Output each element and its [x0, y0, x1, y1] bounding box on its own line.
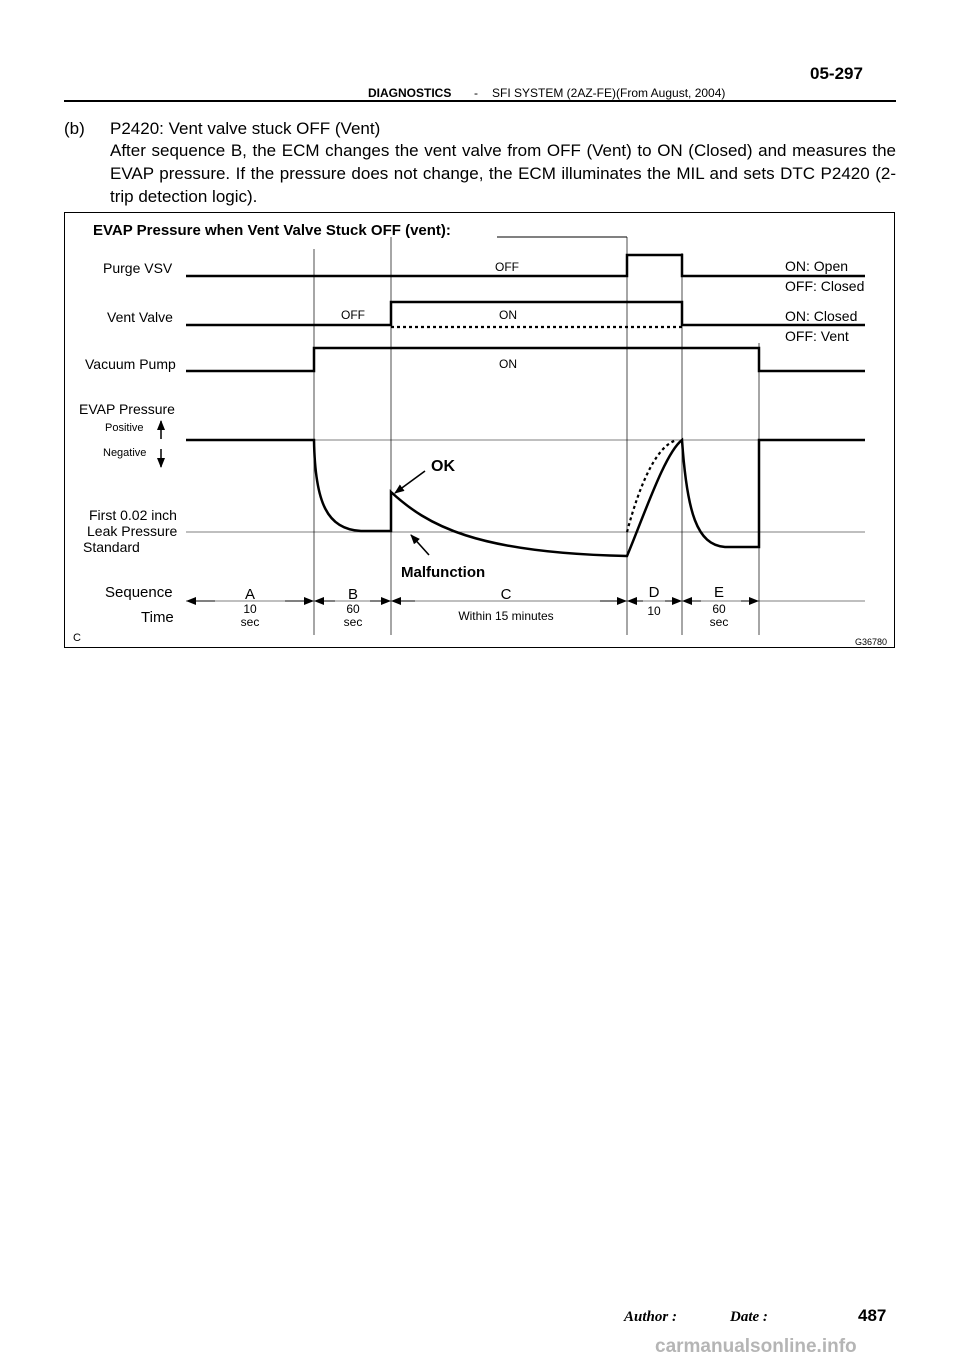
- evap-pressure-dashed-rise: [627, 440, 677, 532]
- vent-off-label: OFF: [341, 308, 365, 322]
- footer-date-label: Date :: [730, 1309, 768, 1325]
- vent-valve-signal: [186, 302, 865, 325]
- legend-vent-off: OFF: Vent: [785, 328, 849, 344]
- header-separator: -: [474, 86, 478, 100]
- sequence-a-letter: A: [244, 586, 256, 603]
- leak-label-line3: Standard: [83, 539, 140, 555]
- legend-purge-on: ON: Open: [785, 258, 849, 274]
- label-negative: Negative: [103, 447, 147, 459]
- row-label-time: Time: [141, 609, 174, 626]
- pump-on-label: ON: [499, 357, 517, 371]
- ok-arrow: [395, 471, 425, 493]
- malfunction-arrow: [411, 535, 429, 555]
- corner-code: C: [73, 632, 81, 644]
- label-positive: Positive: [105, 422, 144, 434]
- sequence-b-unit: sec: [343, 615, 363, 629]
- sequence-dividers: [314, 237, 759, 635]
- figure-title: EVAP Pressure when Vent Valve Stuck OFF (vent):: [93, 222, 451, 239]
- legend-vent-on: ON: Closed: [785, 308, 858, 324]
- vacuum-pump-signal: [186, 348, 865, 371]
- sequence-b-letter: B: [347, 586, 359, 603]
- timing-diagram-svg: [65, 213, 896, 649]
- row-label-vent-valve: Vent Valve: [107, 309, 173, 325]
- evap-pressure-curve: [186, 440, 865, 556]
- watermark: carmanualsonline.info: [655, 1336, 857, 1357]
- sequence-e-unit: sec: [709, 615, 729, 629]
- row-label-evap-pressure: EVAP Pressure: [79, 401, 175, 417]
- header-section: DIAGNOSTICS: [368, 86, 452, 100]
- ok-callout: OK: [431, 458, 455, 475]
- row-label-vacuum-pump: Vacuum Pump: [85, 356, 176, 372]
- purge-vsv-signal: [186, 255, 865, 276]
- leak-label-line2: Leak Pressure: [87, 523, 178, 539]
- vent-on-label: ON: [499, 308, 517, 322]
- row-label-purge-vsv: Purge VSV: [103, 260, 173, 276]
- timing-diagram: [64, 212, 895, 648]
- leak-label-line1: First 0.02 inch: [89, 507, 177, 523]
- item-title: P2420: Vent valve stuck OFF (Vent): [110, 119, 381, 138]
- item-body: After sequence B, the ECM changes the vent valve from OFF (Vent) to ON (Closed) and measures the EVAP pressure. If the pressure does not change, the ECM illuminates the MIL and sets DTC P2420 (2-trip detection logic).: [110, 141, 896, 206]
- sequence-d-letter: D: [648, 584, 660, 601]
- row-label-sequence: Sequence: [105, 584, 173, 601]
- sequence-e-letter: E: [713, 584, 725, 601]
- sequence-c-letter: C: [500, 586, 512, 603]
- legend-purge-off: OFF: Closed: [785, 278, 865, 294]
- sequence-c-time: Within 15 minutes: [458, 609, 554, 623]
- footer-author-label: Author :: [624, 1309, 677, 1325]
- item-label: (b): [64, 119, 85, 138]
- header-rule: [64, 100, 896, 102]
- page-code: 05-297: [810, 64, 863, 83]
- figure-id: G36780: [855, 637, 888, 647]
- sequence-b-time: 60: [346, 602, 360, 616]
- malfunction-callout: Malfunction: [401, 564, 486, 581]
- sequence-e-time: 60: [712, 602, 726, 616]
- sequence-a-unit: sec: [240, 615, 260, 629]
- footer-page-number: 487: [858, 1306, 887, 1325]
- purge-off-label: OFF: [495, 260, 519, 274]
- sequence-d-time: 10: [647, 604, 661, 618]
- sequence-a-time: 10: [243, 602, 257, 616]
- header-subsection: SFI SYSTEM (2AZ-FE)(From August, 2004): [492, 86, 726, 100]
